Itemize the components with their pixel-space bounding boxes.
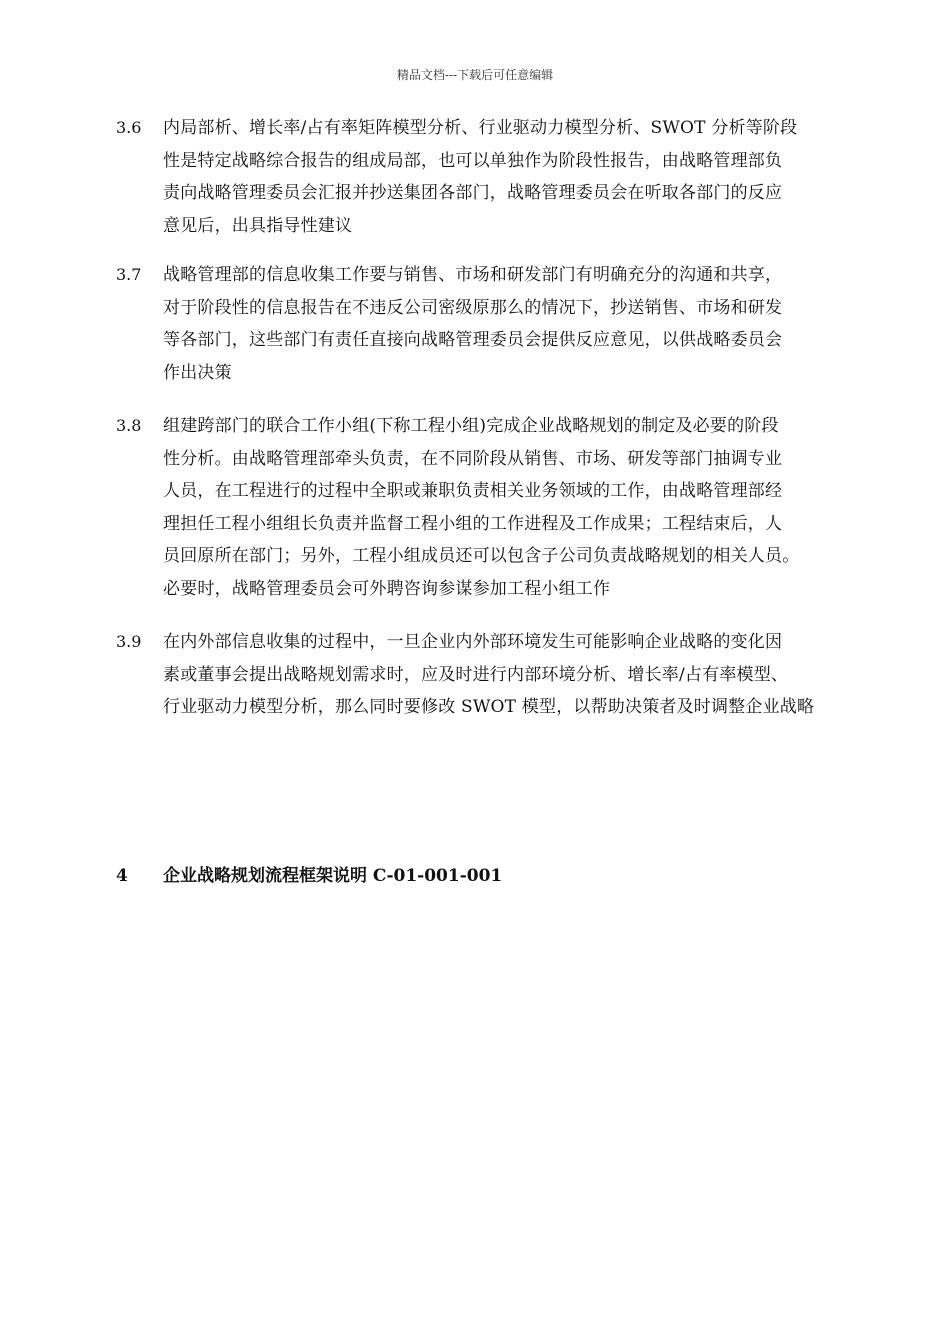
clause-line: 意见后，出具指导性建议 <box>163 215 353 236</box>
clause-3-8 <box>116 410 866 605</box>
clause-line: 理担任工程小组组长负责并监督工程小组的工作进程及工作成果；工程结束后，人 <box>163 513 783 534</box>
clause-line: 性分析。由战略管理部牵头负责，在不同阶段从销售、市场、研发等部门抽调专业 <box>163 448 783 469</box>
page-header: 精品文档---下载后可任意编辑 <box>396 68 554 82</box>
clause-line: 等各部门，这些部门有责任直接向战略管理委员会提供反应意见，以供战略委员会 <box>163 330 783 350</box>
clause-3-9 <box>116 626 866 724</box>
clause-line: 内局部析、增长率/占有率矩阵模型分析、行业驱动力模型分析、SWOT 分析等阶段 <box>163 118 798 138</box>
clause-line: 组建跨部门的联合工作小组(下称工程小组)完成企业战略规划的制定及必要的阶段 <box>163 416 779 436</box>
clause-line: 人员，在工程进行的过程中全职或兼职负责相关业务领域的工作，由战略管理部经 <box>163 481 783 501</box>
clause-line: 作出决策 <box>163 362 232 383</box>
clause-line: 性是特定战略综合报告的组成局部，也可以单独作为阶段性报告，由战略管理部负 <box>163 150 783 171</box>
clause-line: 素或董事会提出战略规划需求时，应及时进行内部环境分析、增长率/占有率模型、 <box>163 664 789 685</box>
clause-line: 行业驱动力模型分析，那么同时要修改 SWOT 模型，以帮助决策者及时调整企业战略 <box>163 697 815 717</box>
clause-number: 3.7 <box>116 265 142 284</box>
clause-line: 战略管理部的信息收集工作要与销售、市场和研发部门有明确充分的沟通和共享， <box>163 265 783 285</box>
section-number: 4 <box>116 866 128 886</box>
clause-number: 3.9 <box>116 632 142 651</box>
clause-line: 在内外部信息收集的过程中，一旦企业内外部环境发生可能影响企业战略的变化因 <box>163 632 783 652</box>
section-heading <box>116 862 502 890</box>
clause-line: 责向战略管理委员会汇报并抄送集团各部门，战略管理委员会在听取各部门的反应 <box>163 183 783 203</box>
clause-line: 必要时，战略管理委员会可外聘咨询参谋参加工程小组工作 <box>163 578 611 599</box>
clause-number: 3.6 <box>116 118 142 137</box>
clause-line: 员回原所在部门；另外，工程小组成员还可以包含子公司负责战略规划的相关人员。 <box>163 546 800 566</box>
section-title: 企业战略规划流程框架说明 C-01-001-001 <box>163 866 503 886</box>
clause-3-7 <box>116 259 866 389</box>
clause-3-6 <box>116 112 866 242</box>
clause-line: 对于阶段性的信息报告在不违反公司密级原那么的情况下，抄送销售、市场和研发 <box>163 297 783 318</box>
clause-number: 3.8 <box>116 416 142 435</box>
